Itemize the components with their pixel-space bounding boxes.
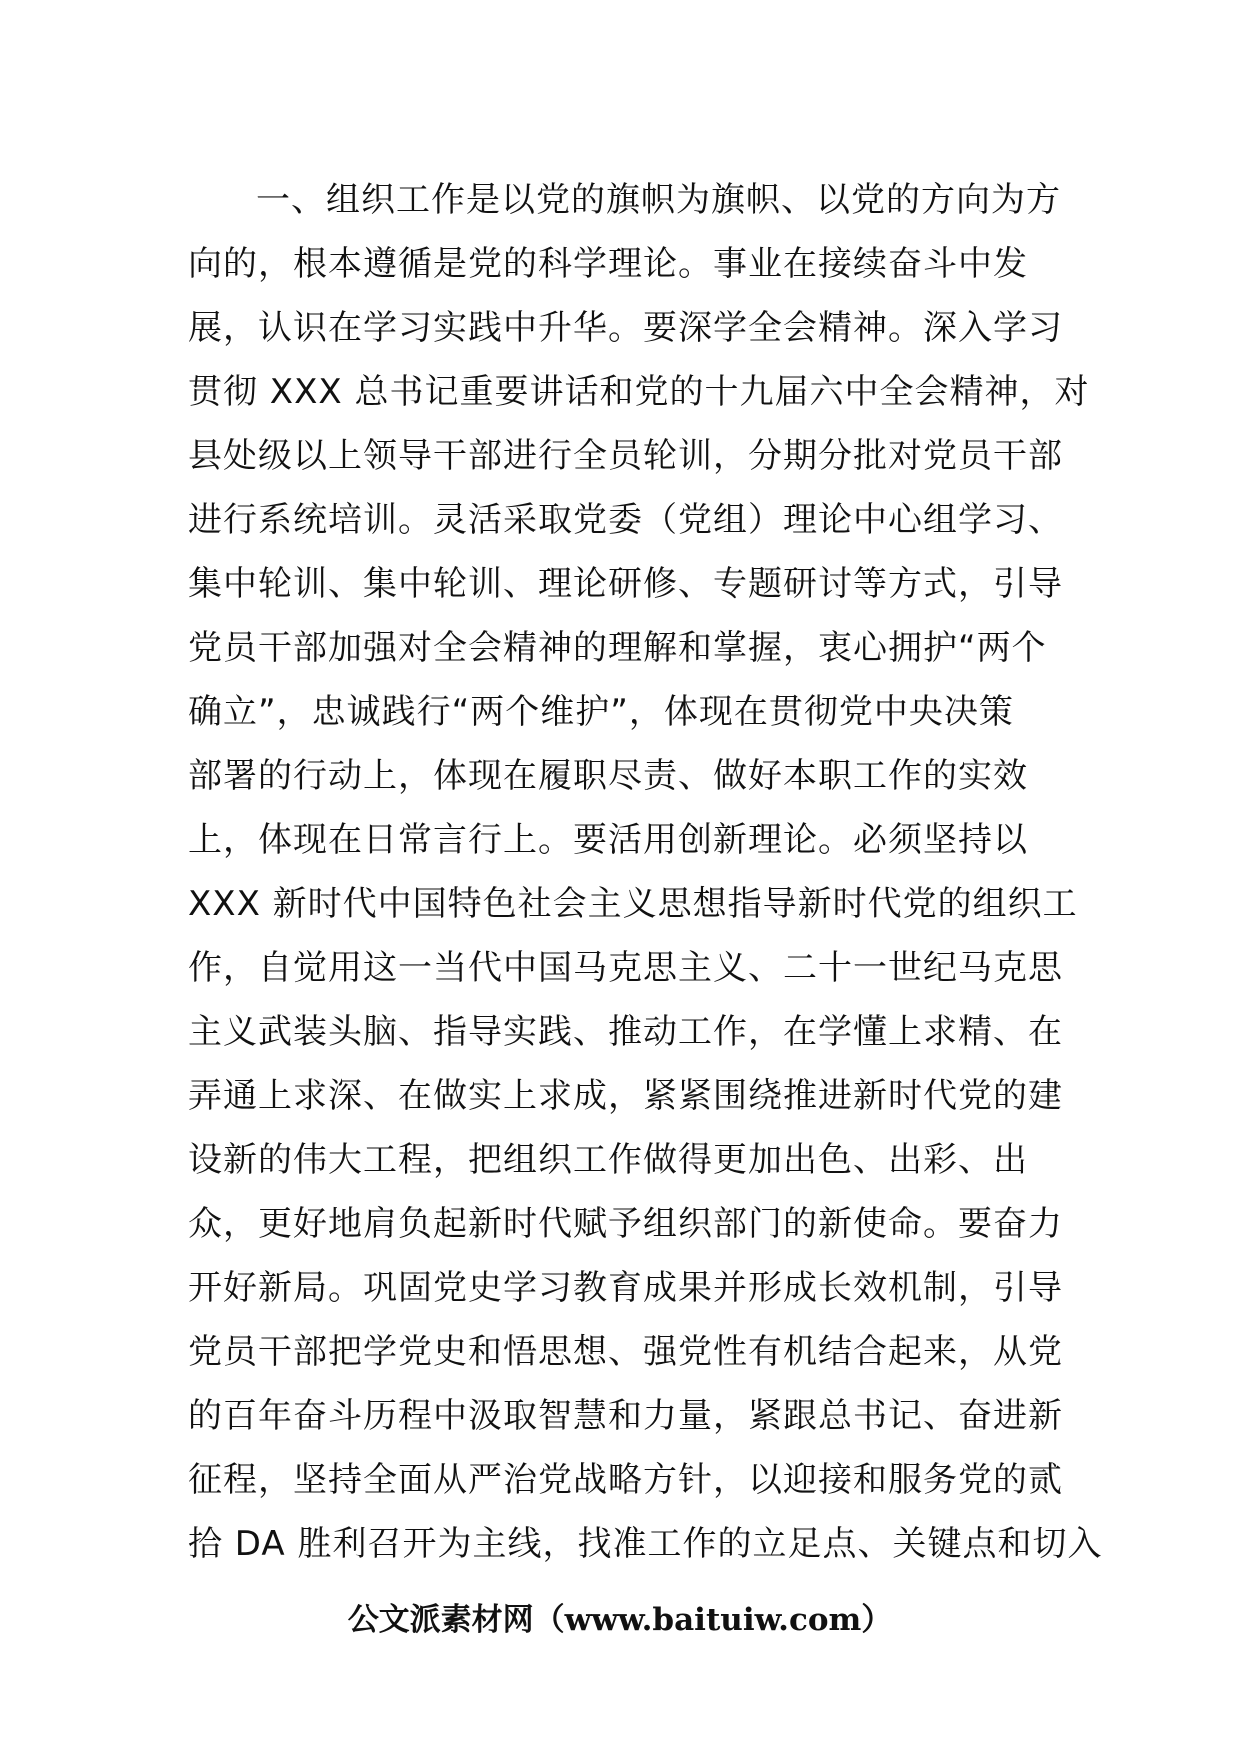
text-line: 进行系统培训。灵活采取党委（党组）理论中心组学习、 bbox=[188, 500, 1063, 540]
text-line: 上，体现在日常言行上。要活用创新理论。必须坚持以 bbox=[188, 820, 1028, 860]
text-line: 部署的行动上，体现在履职尽责、做好本职工作的实效 bbox=[188, 756, 1028, 796]
text-line: 一、组织工作是以党的旗帜为旗帜、以党的方向为方 bbox=[256, 180, 1061, 220]
text-line: 的百年奋斗历程中汲取智慧和力量，紧跟总书记、奋进新 bbox=[188, 1396, 1063, 1436]
text-line: 主义武装头脑、指导实践、推动工作，在学懂上求精、在 bbox=[188, 1012, 1063, 1052]
text-line: 贯彻 XXX 总书记重要讲话和党的十九届六中全会精神，对 bbox=[188, 372, 1090, 412]
text-line: 作，自觉用这一当代中国马克思主义、二十一世纪马克思 bbox=[188, 948, 1063, 988]
footer-source-text: 公文派素材网（www.baituiw.com） bbox=[347, 1602, 893, 1638]
text-line: XXX 新时代中国特色社会主义思想指导新时代党的组织工 bbox=[188, 884, 1078, 924]
text-line: 展，认识在学习实践中升华。要深学全会精神。深入学习 bbox=[188, 308, 1063, 348]
text-line: 设新的伟大工程，把组织工作做得更加出色、出彩、出 bbox=[188, 1140, 1028, 1180]
text-line: 县处级以上领导干部进行全员轮训，分期分批对党员干部 bbox=[188, 436, 1063, 476]
body-paragraph bbox=[188, 168, 1103, 1576]
text-line: 向的，根本遵循是党的科学理论。事业在接续奋斗中发 bbox=[188, 244, 1028, 284]
text-line: 弄通上求深、在做实上求成，紧紧围绕推进新时代党的建 bbox=[188, 1076, 1063, 1116]
text-line: 党员干部把学党史和悟思想、强党性有机结合起来，从党 bbox=[188, 1332, 1063, 1372]
text-line: 众，更好地肩负起新时代赋予组织部门的新使命。要奋力 bbox=[188, 1204, 1063, 1244]
text-line: 拾 DA 胜利召开为主线，找准工作的立足点、关键点和切入 bbox=[188, 1524, 1103, 1564]
text-line: 确立”，忠诚践行“两个维护”，体现在贯彻党中央决策 bbox=[188, 692, 1014, 732]
text-line: 征程，坚持全面从严治党战略方针，以迎接和服务党的贰 bbox=[188, 1460, 1063, 1500]
text-line: 党员干部加强对全会精神的理解和掌握，衷心拥护“两个 bbox=[188, 628, 1047, 668]
text-line: 开好新局。巩固党史学习教育成果并形成长效机制，引导 bbox=[188, 1268, 1063, 1308]
text-line: 集中轮训、集中轮训、理论研修、专题研讨等方式，引导 bbox=[188, 564, 1063, 604]
